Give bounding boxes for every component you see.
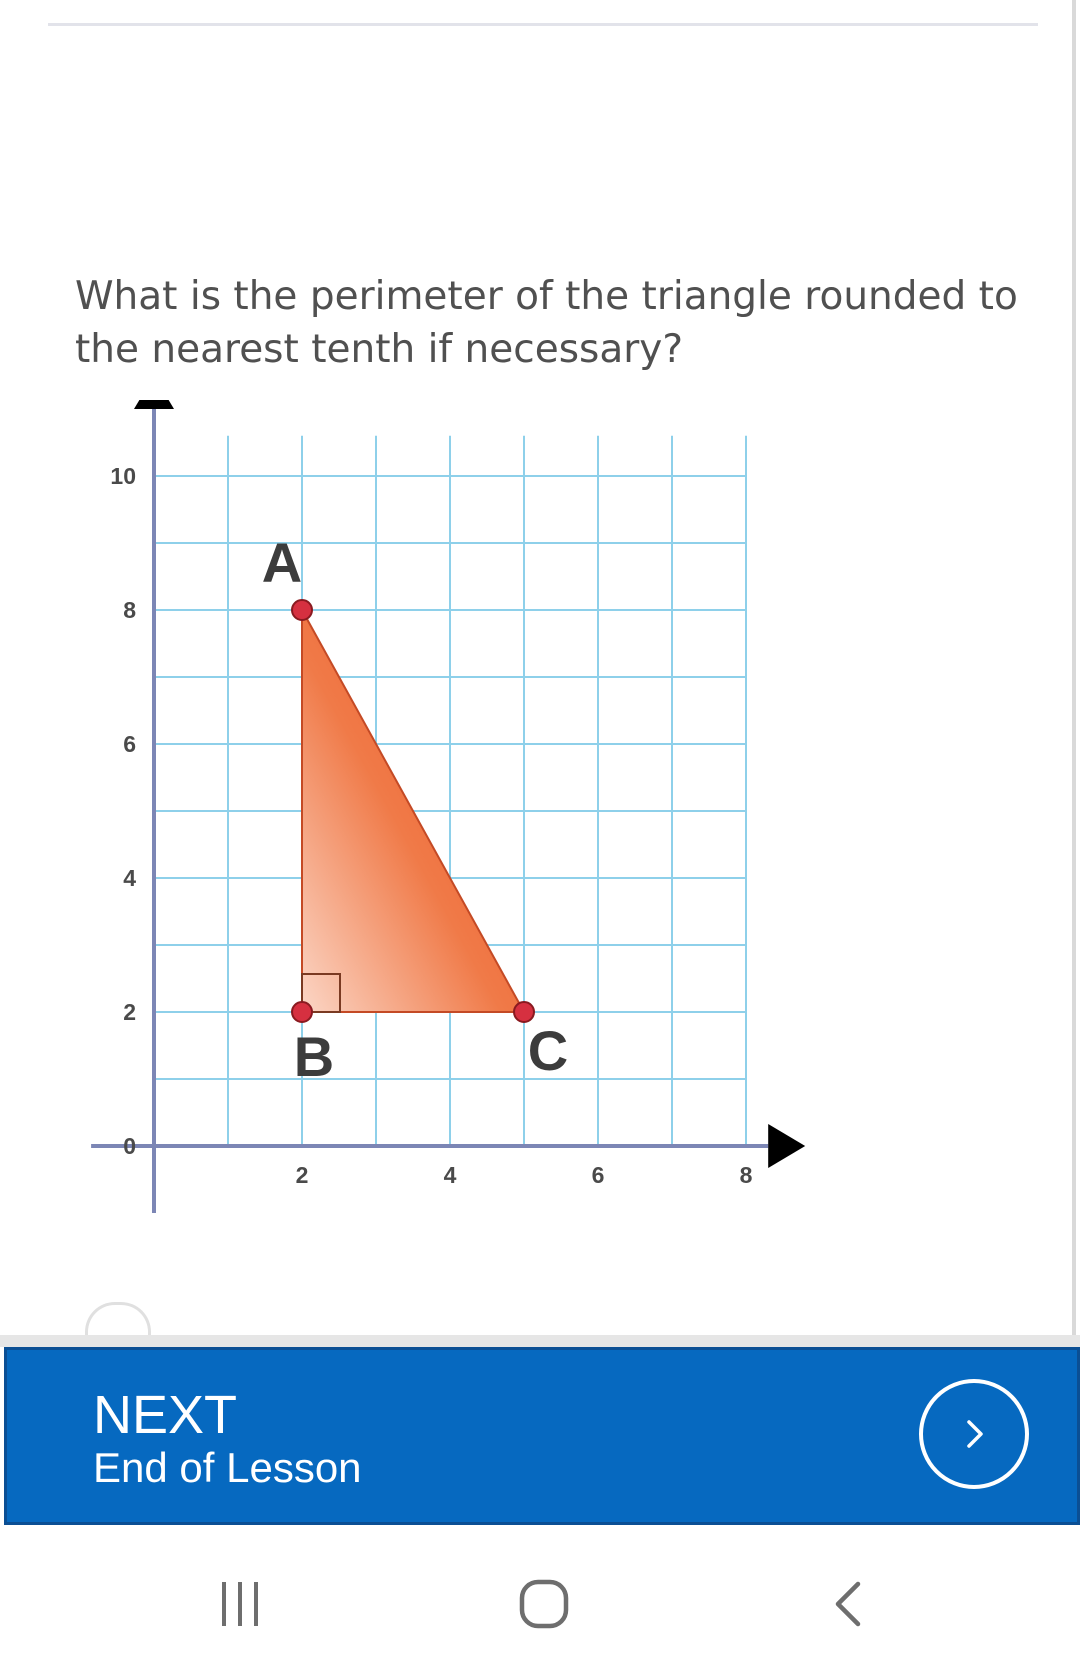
vertex-point-b bbox=[292, 1002, 312, 1022]
system-nav-bar bbox=[0, 1530, 1080, 1672]
y-tick-label: 8 bbox=[123, 597, 136, 623]
recent-apps-button[interactable] bbox=[202, 1570, 282, 1640]
x-tick-label: 6 bbox=[591, 1162, 605, 1188]
x-tick-label: 8 bbox=[739, 1162, 753, 1188]
y-axis-arrow bbox=[134, 400, 174, 409]
home-icon bbox=[504, 1570, 584, 1640]
next-subtitle: End of Lesson bbox=[93, 1444, 362, 1491]
x-tick-label: 4 bbox=[443, 1162, 457, 1188]
scroll-edge bbox=[1072, 0, 1076, 1338]
question-text: What is the perimeter of the triangle rounded to the nearest tenth if necessary? bbox=[75, 274, 1018, 372]
y-tick-label: 0 bbox=[123, 1133, 136, 1159]
vertex-label-a: A bbox=[261, 531, 303, 594]
home-button[interactable] bbox=[504, 1570, 584, 1640]
footer-separator bbox=[0, 1335, 1080, 1347]
grid-lines bbox=[154, 436, 746, 1146]
chevron-right-icon bbox=[923, 1383, 1025, 1485]
y-tick-label: 10 bbox=[110, 463, 136, 489]
y-tick-label: 4 bbox=[123, 865, 136, 891]
triangle-graph bbox=[0, 400, 860, 1220]
top-divider bbox=[48, 23, 1038, 26]
y-tick-label: 2 bbox=[123, 999, 136, 1025]
vertex-point-a bbox=[292, 600, 312, 620]
vertex-label-c: C bbox=[527, 1019, 569, 1082]
back-icon bbox=[808, 1570, 888, 1640]
next-label: NEXT bbox=[93, 1385, 238, 1445]
back-button[interactable] bbox=[808, 1570, 888, 1640]
x-tick-label: 2 bbox=[295, 1162, 309, 1188]
axes bbox=[91, 400, 805, 1213]
recent-apps-icon bbox=[202, 1570, 282, 1640]
next-button[interactable] bbox=[919, 1379, 1029, 1489]
answer-choice-partial[interactable] bbox=[85, 1302, 151, 1335]
vertex-label-b: B bbox=[293, 1025, 335, 1088]
x-axis-arrow bbox=[768, 1124, 805, 1168]
next-lesson-bar[interactable] bbox=[4, 1347, 1080, 1525]
y-tick-label: 6 bbox=[123, 731, 136, 757]
